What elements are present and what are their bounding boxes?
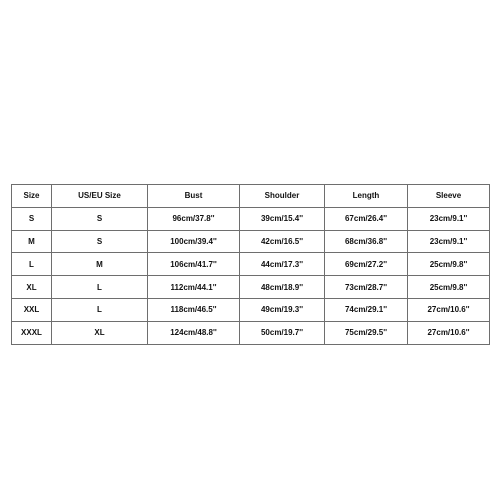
cell-bust: 100cm/39.4'' (148, 230, 240, 253)
cell-size: XL (12, 276, 52, 299)
cell-bust: 96cm/37.8'' (148, 207, 240, 230)
table-row (12, 207, 490, 230)
header-bust: Bust (148, 185, 240, 208)
table-row (12, 298, 490, 321)
cell-bust: 112cm/44.1'' (148, 276, 240, 299)
header-us-eu-size: US/EU Size (52, 185, 148, 208)
header-row (12, 185, 490, 208)
cell-us-eu-size: S (52, 207, 148, 230)
cell-length: 75cm/29.5'' (325, 321, 408, 344)
cell-sleeve: 25cm/9.8'' (408, 253, 490, 276)
cell-us-eu-size: L (52, 276, 148, 299)
cell-shoulder: 49cm/19.3'' (240, 298, 325, 321)
cell-sleeve: 27cm/10.6'' (408, 321, 490, 344)
cell-size: L (12, 253, 52, 276)
cell-sleeve: 27cm/10.6'' (408, 298, 490, 321)
cell-length: 69cm/27.2'' (325, 253, 408, 276)
cell-sleeve: 23cm/9.1'' (408, 230, 490, 253)
cell-length: 74cm/29.1'' (325, 298, 408, 321)
cell-length: 67cm/26.4'' (325, 207, 408, 230)
cell-us-eu-size: M (52, 253, 148, 276)
cell-length: 73cm/28.7'' (325, 276, 408, 299)
header-shoulder: Shoulder (240, 185, 325, 208)
cell-size: M (12, 230, 52, 253)
cell-shoulder: 48cm/18.9'' (240, 276, 325, 299)
cell-bust: 124cm/48.8'' (148, 321, 240, 344)
table-row (12, 321, 490, 344)
header-length: Length (325, 185, 408, 208)
cell-size: XXL (12, 298, 52, 321)
cell-bust: 106cm/41.7'' (148, 253, 240, 276)
cell-shoulder: 44cm/17.3'' (240, 253, 325, 276)
cell-size: XXXL (12, 321, 52, 344)
cell-us-eu-size: XL (52, 321, 148, 344)
header-size: Size (12, 185, 52, 208)
header-sleeve: Sleeve (408, 185, 490, 208)
cell-us-eu-size: S (52, 230, 148, 253)
cell-sleeve: 25cm/9.8'' (408, 276, 490, 299)
size-chart-table (11, 184, 490, 345)
cell-sleeve: 23cm/9.1'' (408, 207, 490, 230)
cell-bust: 118cm/46.5'' (148, 298, 240, 321)
table-row (12, 230, 490, 253)
cell-us-eu-size: L (52, 298, 148, 321)
table-row (12, 276, 490, 299)
table-row (12, 253, 490, 276)
cell-shoulder: 39cm/15.4'' (240, 207, 325, 230)
cell-shoulder: 50cm/19.7'' (240, 321, 325, 344)
cell-length: 68cm/36.8'' (325, 230, 408, 253)
cell-size: S (12, 207, 52, 230)
cell-shoulder: 42cm/16.5'' (240, 230, 325, 253)
